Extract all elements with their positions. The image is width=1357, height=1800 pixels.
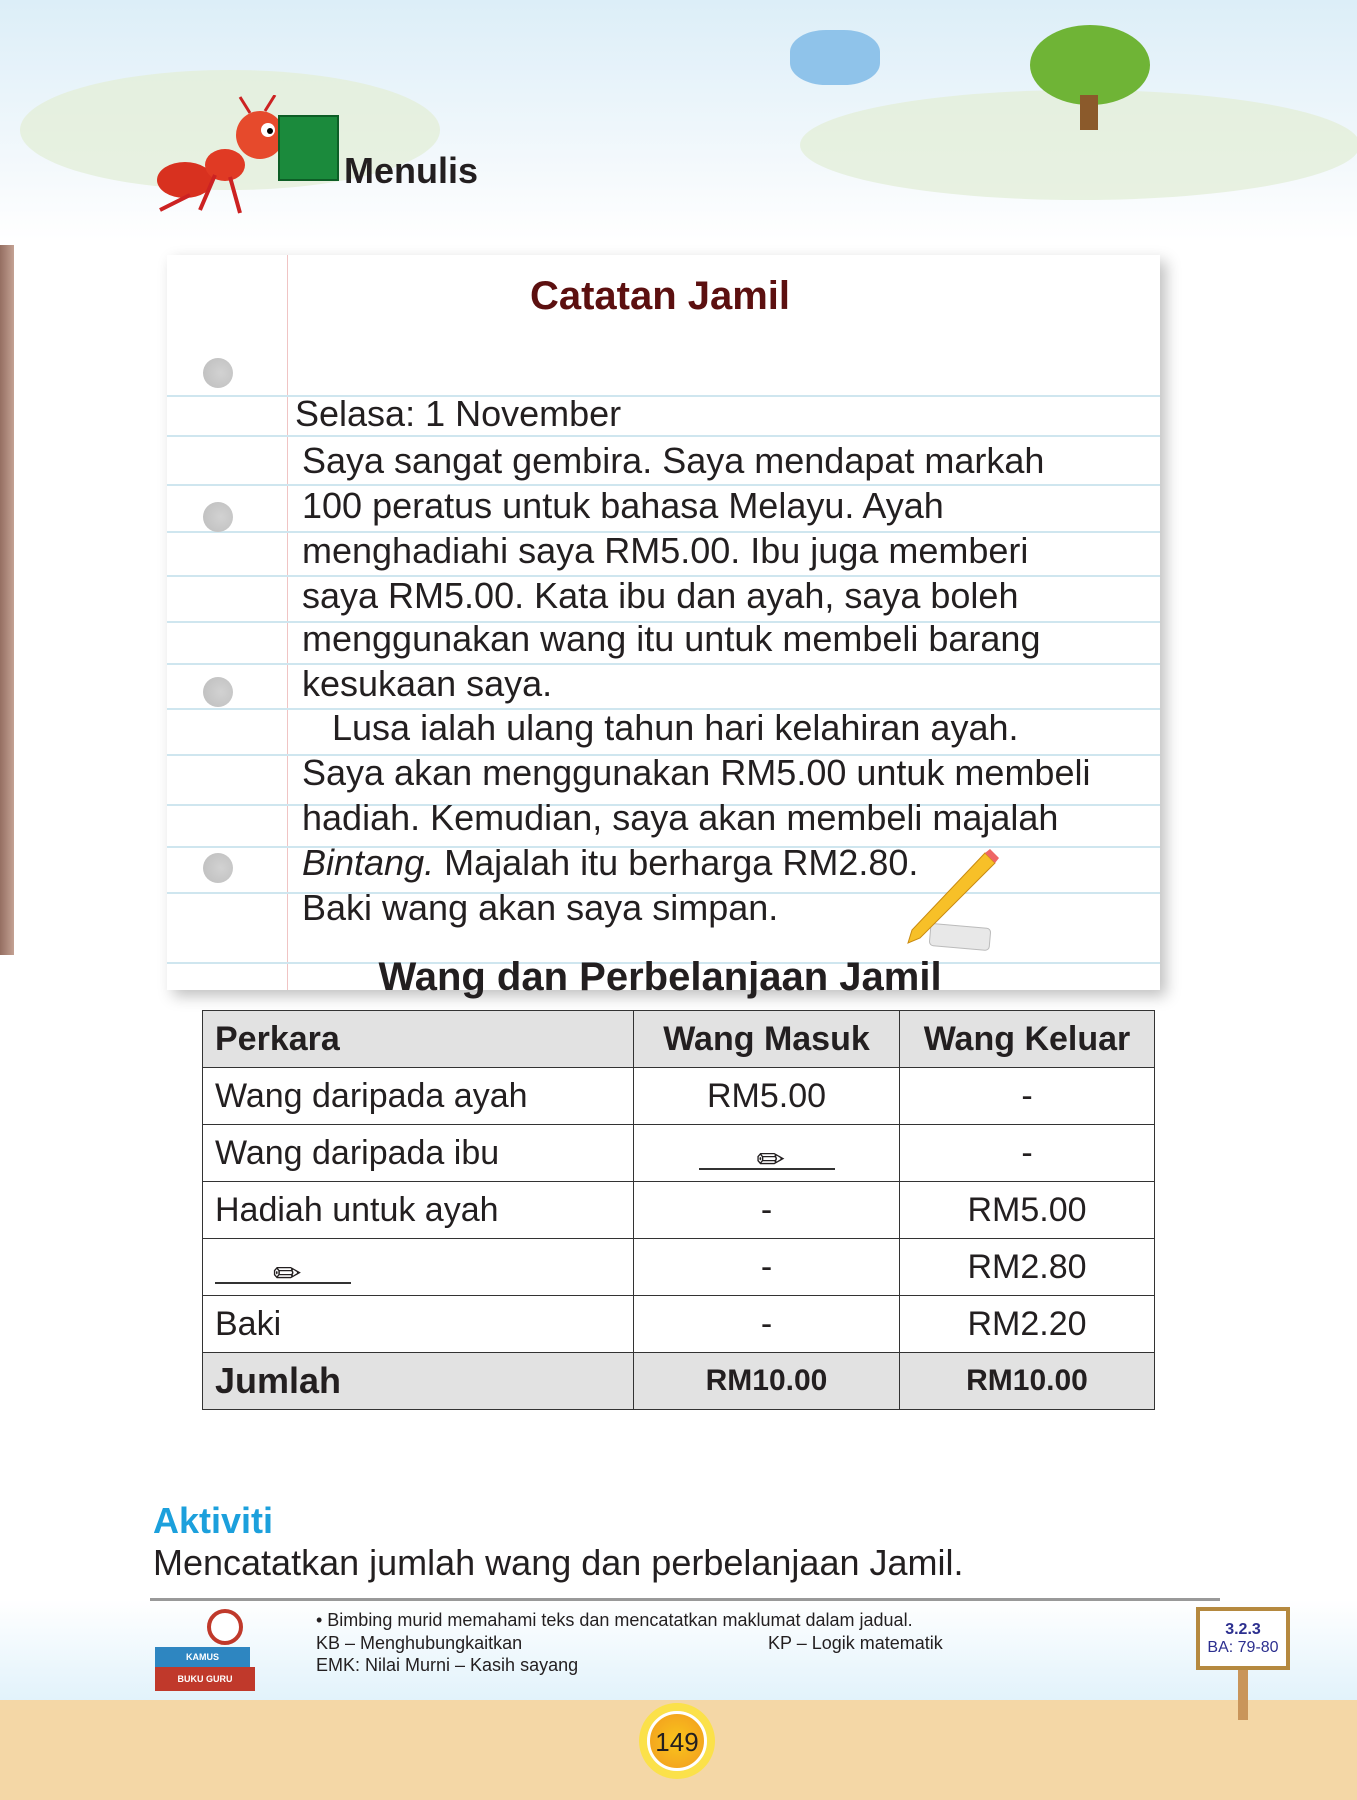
table-row — [203, 1239, 1155, 1296]
table-row — [203, 1125, 1155, 1182]
table-row — [203, 1296, 1155, 1353]
answer-blank[interactable] — [699, 1140, 835, 1179]
activity-text: Mencatatkan jumlah wang dan perbelanjaan Jamil. — [153, 1542, 964, 1583]
total-out: RM10.00 — [900, 1353, 1155, 1410]
note-title: Catatan Jamil — [529, 274, 791, 318]
tree-icon — [1030, 25, 1150, 105]
chalkboard-icon — [278, 115, 339, 181]
total-row — [203, 1353, 1155, 1410]
cell-in: - — [634, 1239, 900, 1296]
note-line: Saya sangat gembira. Saya mendapat markah — [302, 440, 1045, 481]
books-clock-icon — [150, 1607, 260, 1697]
note-line: saya RM5.00. Kata ibu dan ayah, saya boleh — [302, 575, 1019, 616]
cell-out: RM5.00 — [900, 1182, 1155, 1239]
magazine-name: Bintang. — [302, 842, 435, 883]
ba-reference: BA: 79-80 — [1207, 1639, 1279, 1656]
pencil-eraser-icon — [900, 848, 1000, 958]
table-title: Wang dan Perbelanjaan Jamil — [378, 955, 942, 999]
table-row — [203, 1182, 1155, 1239]
activity-label: Aktiviti — [153, 1500, 274, 1541]
punch-hole — [203, 358, 233, 388]
punch-hole — [203, 677, 233, 707]
kb-note: KB – Menghubungkaitkan — [316, 1633, 523, 1653]
answer-blank[interactable] — [215, 1254, 351, 1293]
cell-item: Hadiah untuk ayah — [203, 1182, 634, 1239]
ruled-line — [167, 435, 1160, 437]
teacher-book-label: BUKU GURU — [155, 1667, 255, 1691]
cell-item: Baki — [203, 1296, 634, 1353]
note-line: kesukaan saya. — [302, 663, 553, 704]
cell-out: - — [900, 1125, 1155, 1182]
note-line: 100 peratus untuk bahasa Melayu. Ayah — [302, 485, 944, 526]
cell-in: - — [634, 1296, 900, 1353]
cell-out: RM2.20 — [900, 1296, 1155, 1353]
page-number: 149 — [647, 1711, 707, 1771]
note-line: menggunakan wang itu untuk membeli barang — [302, 618, 1041, 659]
note-line: hadiah. Kemudian, saya akan membeli majalah — [302, 797, 1059, 838]
table-header-row — [203, 1011, 1155, 1068]
cell-item: Wang daripada ayah — [203, 1068, 634, 1125]
cell-in: - — [634, 1182, 900, 1239]
standard-code: 3.2.3 — [1225, 1621, 1261, 1638]
pencil-icon: ✏ — [756, 1140, 785, 1179]
cell-item-blank[interactable] — [203, 1239, 634, 1296]
butterfly-icon — [790, 30, 880, 85]
emk-note: EMK: Nilai Murni – Kasih sayang — [316, 1655, 579, 1675]
note-line: menghadiahi saya RM5.00. Ibu juga memberi — [302, 530, 1029, 571]
note-line: Saya akan menggunakan RM5.00 untuk membeli — [302, 752, 1091, 793]
kp-note: KP – Logik matematik — [768, 1633, 943, 1653]
total-in: RM10.00 — [634, 1353, 900, 1410]
pencil-icon: ✏ — [273, 1254, 302, 1293]
cell-item: Wang daripada ibu — [203, 1125, 634, 1182]
header-perkara: Perkara — [203, 1011, 634, 1068]
teacher-note: • Bimbing murid memahami teks dan mencatatkan maklumat dalam jadual. — [316, 1610, 913, 1630]
footer-divider — [150, 1598, 1220, 1601]
note-date: Selasa: 1 November — [295, 393, 622, 434]
dictionary-book-label: KAMUS — [155, 1647, 250, 1667]
tree-trunk — [1080, 95, 1098, 130]
punch-hole — [203, 853, 233, 883]
hill-decoration — [800, 90, 1357, 200]
cell-in: RM5.00 — [634, 1068, 900, 1125]
note-line-text: Majalah itu berharga RM2.80. — [434, 842, 919, 883]
cell-in-blank[interactable] — [634, 1125, 900, 1182]
section-heading: Menulis — [344, 150, 479, 191]
total-label: Jumlah — [203, 1353, 634, 1410]
standard-easel — [1196, 1607, 1290, 1670]
note-line: Lusa ialah ulang tahun hari kelahiran ayah. — [302, 707, 1019, 748]
cell-out: - — [900, 1068, 1155, 1125]
table-row — [203, 1068, 1155, 1125]
note-line: Baki wang akan saya simpan. — [302, 887, 779, 928]
left-edge-image — [0, 245, 14, 955]
header-wang-keluar: Wang Keluar — [900, 1011, 1155, 1068]
cell-out: RM2.80 — [900, 1239, 1155, 1296]
header-wang-masuk: Wang Masuk — [634, 1011, 900, 1068]
punch-hole — [203, 502, 233, 532]
money-table — [202, 1010, 1155, 1410]
easel-leg — [1238, 1670, 1248, 1720]
note-line — [302, 843, 918, 883]
